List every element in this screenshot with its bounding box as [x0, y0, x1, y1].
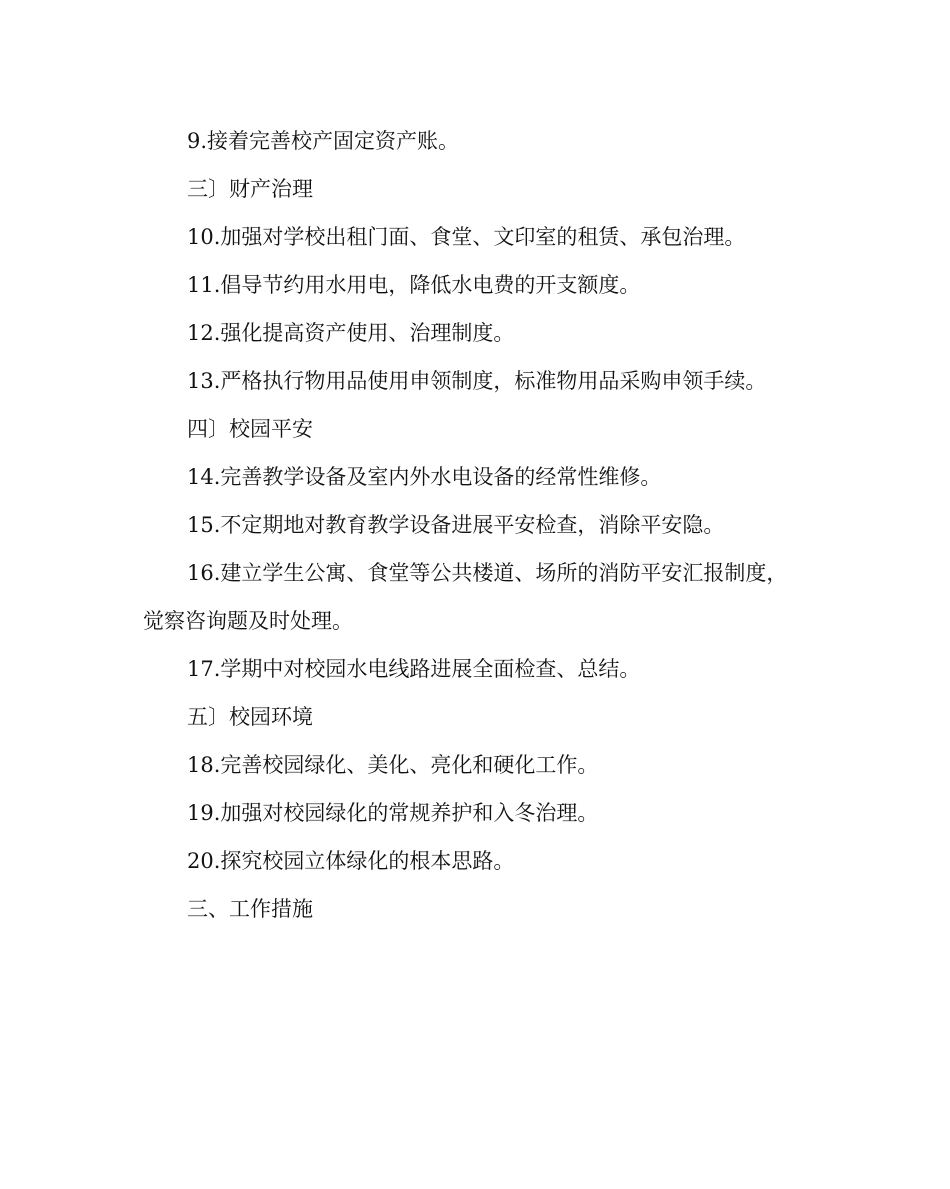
paragraph-item-10: 10.加强对学校出租门面、食堂、文印室的租赁、承包治理。: [187, 225, 746, 249]
paragraph-item-11: 11.倡导节约用水用电，降低水电费的开支额度。: [187, 273, 641, 297]
paragraph-item-9: 9.接着完善校产固定资产账。: [187, 129, 460, 153]
paragraph-item-12: 12.强化提高资产使用、治理制度。: [187, 321, 515, 345]
paragraph-item-13: 13.严格执行物用品使用申领制度，标准物用品采购申领手续。: [187, 369, 767, 393]
paragraph-item-16-line-1: 16.建立学生公寓、食堂等公共楼道、场所的消防平安汇报制度，: [187, 561, 788, 585]
paragraph-item-16-line-2: 觉察咨询题及时处理。: [143, 609, 353, 633]
paragraph-item-20: 20.探究校园立体绿化的根本思路。: [187, 849, 515, 873]
section-heading-work-measures: 三、工作措施: [187, 897, 313, 921]
section-heading-property-management: 三〕财产治理: [187, 177, 313, 201]
paragraph-item-14: 14.完善教学设备及室内外水电设备的经常性维修。: [187, 465, 662, 489]
section-heading-campus-environment: 五〕校园环境: [187, 705, 313, 729]
paragraph-item-19: 19.加强对校园绿化的常规养护和入冬治理。: [187, 801, 599, 825]
paragraph-item-15: 15.不定期地对教育教学设备进展平安检查，消除平安隐。: [187, 513, 725, 537]
paragraph-item-17: 17.学期中对校园水电线路进展全面检查、总结。: [187, 657, 641, 681]
section-heading-campus-safety: 四〕校园平安: [187, 417, 313, 441]
paragraph-item-18: 18.完善校园绿化、美化、亮化和硬化工作。: [187, 753, 599, 777]
document-body: [143, 129, 813, 945]
